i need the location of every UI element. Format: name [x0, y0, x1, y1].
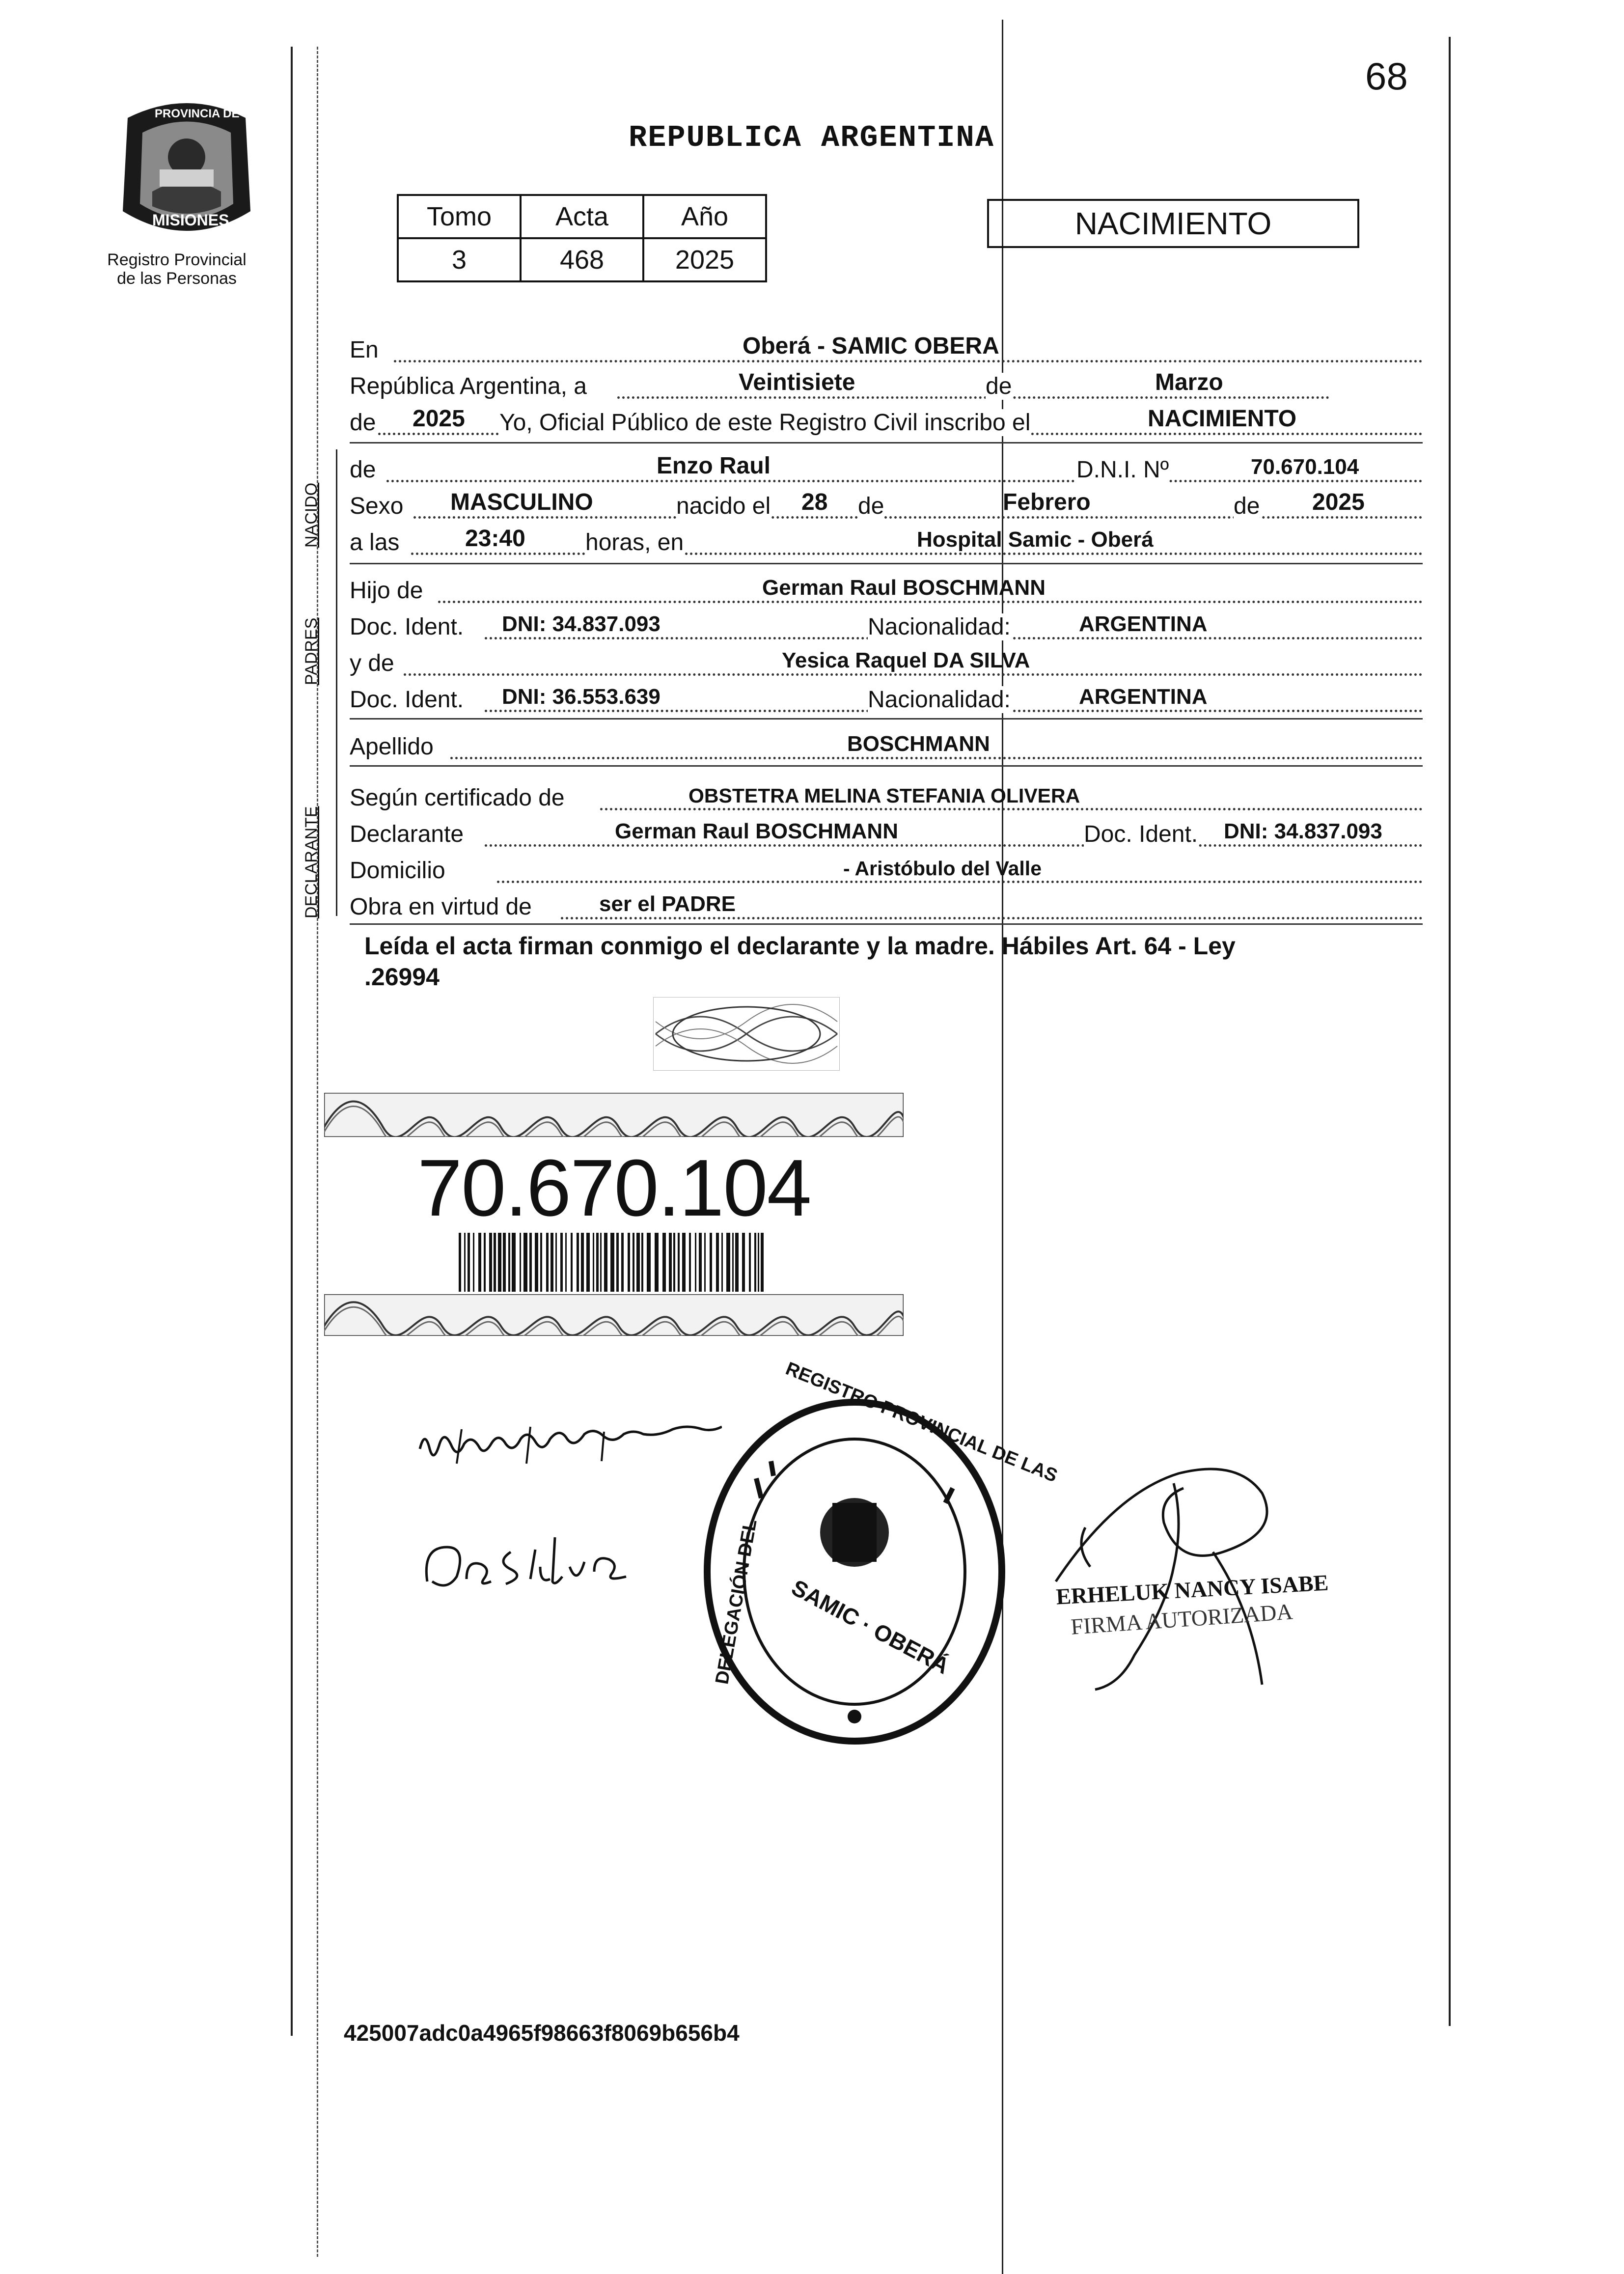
barcode-bar — [508, 1233, 510, 1292]
label-obra: Obra en virtud de — [350, 894, 532, 920]
record-table-value-row — [398, 238, 766, 281]
label-oficial: Yo, Oficial Público de este Registro Civil inscribo el — [499, 410, 1031, 436]
barcode-bar — [647, 1233, 651, 1292]
barcode-bar — [494, 1233, 496, 1292]
issuer-name-line2: de las Personas — [117, 269, 237, 288]
handwritten-signature-icon — [417, 1419, 722, 1473]
guilloche-icon — [324, 1294, 904, 1336]
barcode-bar — [459, 1233, 461, 1292]
barcode-bar — [636, 1233, 640, 1292]
issuer-name-line1: Registro Provincial — [107, 250, 247, 269]
barcode-bar — [478, 1233, 481, 1292]
barcode-bar — [641, 1233, 643, 1292]
dotted-line — [561, 917, 1423, 919]
dotted-line — [438, 601, 1423, 603]
label-y-de: y de — [350, 650, 394, 676]
dotted-line — [450, 757, 1423, 759]
form-row-fecha — [350, 365, 1423, 402]
barcode-bar — [732, 1233, 734, 1292]
page-number: 68 — [1365, 55, 1408, 98]
stamp-text-top: REGISTRO PROVINCIAL DE LAS — [782, 1358, 1061, 1487]
form-row-hora — [350, 522, 1423, 558]
official-name: ERHELUK NANCY ISABE — [1055, 1570, 1329, 1609]
guilloche-icon — [324, 1093, 904, 1137]
form-row-madre-doc — [350, 679, 1423, 715]
label-horas: horas, en — [585, 529, 684, 555]
value-lugar-nac: Hospital Samic - Oberá — [917, 527, 1154, 552]
label-de-mes: de — [986, 373, 1012, 399]
record-table-header: Acta — [521, 195, 643, 238]
label-declarante: Declarante — [350, 821, 464, 847]
barcode-bar — [593, 1233, 594, 1292]
value-declarante-doc: DNI: 34.837.093 — [1224, 819, 1382, 843]
form-row-sexo — [350, 485, 1423, 522]
label-de-nombre: de — [350, 457, 376, 483]
barcode-bar — [616, 1233, 619, 1292]
barcode-bar — [682, 1233, 686, 1292]
form-row-domicilio — [350, 850, 1423, 886]
barcode-bar — [749, 1233, 751, 1292]
value-padre-doc: DNI: 34.837.093 — [502, 612, 661, 636]
form-row-apellido — [350, 726, 1423, 762]
section-divider — [350, 765, 1423, 767]
label-domicilio: Domicilio — [350, 858, 445, 884]
barcode-bar — [689, 1233, 691, 1292]
barcode-bar — [704, 1233, 706, 1292]
value-declarante: German Raul BOSCHMANN — [615, 819, 898, 843]
dotted-line — [394, 360, 1423, 362]
value-certificado: OBSTETRA MELINA STEFANIA OLIVERA — [688, 784, 1080, 807]
barcode-bar — [535, 1233, 538, 1292]
barcode-bar — [555, 1233, 557, 1292]
record-table-header: Año — [643, 195, 766, 238]
label-segun: Según certificado de — [350, 785, 565, 811]
label-republica: República Argentina, a — [350, 373, 587, 399]
side-label-declarante: DECLARANTE — [302, 806, 321, 918]
barcode-bar — [565, 1233, 567, 1292]
barcode-bar — [571, 1233, 573, 1292]
value-tipo: NACIMIENTO — [1148, 406, 1297, 432]
stamp-text-left: DELEGACIÓN DEL — [712, 1518, 761, 1686]
section-divider — [350, 442, 1423, 444]
closing-note — [364, 931, 1420, 992]
barcode-bar — [695, 1233, 696, 1292]
barcode-bar — [735, 1233, 739, 1292]
record-table-cell: 468 — [521, 238, 643, 281]
guilloche-icon — [653, 997, 840, 1071]
barcode-bar — [600, 1233, 602, 1292]
barcode-bar — [468, 1233, 470, 1292]
barcode-bar — [673, 1233, 675, 1292]
record-table-header: Tomo — [398, 195, 521, 238]
dotted-line — [386, 480, 1423, 482]
record-table — [397, 194, 767, 282]
dotted-line — [413, 516, 1423, 519]
seal-top-text: PROVINCIA DE — [155, 107, 240, 120]
barcode-bar — [621, 1233, 624, 1292]
value-anio: 2025 — [413, 406, 465, 432]
side-label-nacido: NACIDO — [302, 482, 321, 548]
barcode-bar — [716, 1233, 719, 1292]
form-row-lugar — [350, 329, 1423, 365]
record-table-cell: 3 — [398, 238, 521, 281]
barcode-bar — [761, 1233, 764, 1292]
barcode-icon — [457, 1233, 771, 1292]
seal-bottom-text: MISIONES — [152, 211, 229, 229]
barcode-bar — [726, 1233, 730, 1292]
page-title: REPUBLICA ARGENTINA — [629, 120, 994, 155]
form-row-padre-doc — [350, 606, 1423, 642]
barcode — [457, 1233, 771, 1292]
dotted-line — [485, 844, 1423, 847]
record-type-box: NACIMIENTO — [987, 199, 1359, 248]
right-margin-line — [1449, 37, 1451, 2026]
barcode-bar — [710, 1233, 712, 1292]
barcode-bar — [758, 1233, 759, 1292]
barcode-bar — [560, 1233, 563, 1292]
form-row-virtud — [350, 886, 1423, 922]
barcode-bar — [604, 1233, 607, 1292]
guilloche-strip-top — [324, 1093, 904, 1137]
closing-note-line2: .26994 — [364, 963, 440, 991]
signature-madre — [417, 1532, 643, 1601]
barcode-bar — [520, 1233, 521, 1292]
left-margin-dashed-line — [317, 47, 318, 2257]
value-apellido: BOSCHMANN — [847, 732, 990, 756]
dotted-line — [411, 553, 1423, 555]
barcode-bar — [633, 1233, 634, 1292]
barcode-bar — [678, 1233, 680, 1292]
label-doc-ident: Doc. Ident. — [350, 687, 464, 713]
barcode-bar — [699, 1233, 702, 1292]
value-dni: 70.670.104 — [1251, 455, 1359, 479]
record-table-header-row — [398, 195, 766, 238]
form-row-inscripcion — [350, 402, 1423, 438]
value-padre-nac: ARGENTINA — [1079, 612, 1208, 636]
barcode-bar — [540, 1233, 542, 1292]
value-madre-nac: ARGENTINA — [1079, 685, 1208, 709]
security-emblem — [653, 997, 840, 1071]
form-row-madre — [350, 642, 1423, 679]
value-dia-nac: 28 — [801, 489, 828, 515]
barcode-bar — [596, 1233, 599, 1292]
value-sexo: MASCULINO — [450, 489, 593, 515]
label-doc-ident: Doc. Ident. — [1084, 821, 1198, 847]
barcode-bar — [754, 1233, 756, 1292]
barcode-bar — [581, 1233, 584, 1292]
value-virtud: ser el PADRE — [599, 892, 736, 916]
barcode-bar — [669, 1233, 672, 1292]
closing-note-line1: Leída el acta firman conmigo el declarante y la madre. Hábiles Art. 64 - Ley — [364, 932, 1236, 960]
barcode-bar — [655, 1233, 659, 1292]
stamp-text-bottom: SAMIC · OBERÁ — [787, 1574, 954, 1679]
value-anio-nac: 2025 — [1312, 489, 1365, 515]
guilloche-strip-bottom — [324, 1294, 904, 1336]
barcode-bar — [512, 1233, 516, 1292]
form-row-nombre — [350, 449, 1423, 485]
label-doc-ident: Doc. Ident. — [350, 614, 464, 640]
barcode-bar — [551, 1233, 553, 1292]
section-divider — [350, 718, 1423, 720]
handwritten-signature-icon — [417, 1532, 643, 1601]
barcode-bar — [498, 1233, 501, 1292]
value-lugar: Oberá - SAMIC OBERA — [743, 333, 999, 359]
left-margin-line — [291, 47, 293, 2036]
dotted-line — [600, 808, 1423, 810]
coat-of-arms-seal — [108, 98, 265, 246]
label-nacionalidad: Nacionalidad: — [868, 687, 1011, 713]
label-apellido: Apellido — [350, 734, 434, 760]
signature-padre — [417, 1419, 722, 1473]
label-dni: D.N.I. Nº — [1076, 457, 1169, 483]
value-madre-doc: DNI: 36.553.639 — [502, 685, 661, 709]
barcode-bar — [628, 1233, 630, 1292]
barcode-bar — [503, 1233, 506, 1292]
issuer-name — [74, 250, 280, 288]
dotted-line — [497, 881, 1423, 883]
value-dia: Veintisiete — [739, 369, 855, 395]
barcode-bar — [489, 1233, 492, 1292]
barcode-bar — [529, 1233, 532, 1292]
section-divider — [350, 923, 1423, 925]
label-nacionalidad: Nacionalidad: — [868, 614, 1011, 640]
label-hijo-de: Hijo de — [350, 578, 423, 604]
form-left-bracket — [336, 449, 337, 916]
dotted-line — [404, 673, 1423, 676]
barcode-bar — [721, 1233, 723, 1292]
record-table-cell: 2025 — [643, 238, 766, 281]
document-hash: 425007adc0a4965f98663f8069b656b4 — [344, 2020, 740, 2046]
value-nombre: Enzo Raul — [657, 453, 771, 479]
barcode-bar — [742, 1233, 745, 1292]
form-row-padre — [350, 570, 1423, 606]
value-domicilio: - Aristóbulo del Valle — [843, 857, 1042, 880]
label-a-las: a las — [350, 529, 400, 555]
label-nacido: nacido el — [676, 493, 771, 519]
form-row-certificado — [350, 777, 1423, 813]
side-label-padres: PADRES — [302, 617, 321, 685]
value-padre: German Raul BOSCHMANN — [762, 576, 1046, 600]
barcode-bar — [662, 1233, 666, 1292]
barcode-bar — [484, 1233, 486, 1292]
label-en: En — [350, 337, 379, 363]
form-row-declarante — [350, 813, 1423, 850]
barcode-bar — [546, 1233, 549, 1292]
value-hora: 23:40 — [465, 526, 525, 552]
value-mes-nac: Febrero — [1003, 489, 1091, 515]
barcode-bar — [464, 1233, 466, 1292]
dotted-line — [617, 396, 1329, 399]
official-signature — [1026, 1424, 1331, 1699]
label-sexo: Sexo — [350, 493, 404, 519]
barcode-bar — [610, 1233, 614, 1292]
label-de-anio-nac: de — [1234, 493, 1260, 519]
barcode-bar — [577, 1233, 579, 1292]
barcode-bar — [586, 1233, 590, 1292]
handwritten-signature-icon — [1026, 1424, 1331, 1699]
barcode-bar — [523, 1233, 527, 1292]
section-divider — [350, 563, 1423, 564]
label-de-anio: de — [350, 410, 376, 436]
value-mes: Marzo — [1155, 369, 1223, 395]
official-stamp — [697, 1358, 1061, 1748]
id-number: 70.670.104 — [417, 1143, 811, 1233]
label-de-mes-nac: de — [858, 493, 884, 519]
official-title: FIRMA AUTORIZADA — [1070, 1599, 1294, 1639]
barcode-bar — [473, 1233, 474, 1292]
value-madre: Yesica Raquel DA SILVA — [782, 648, 1030, 672]
